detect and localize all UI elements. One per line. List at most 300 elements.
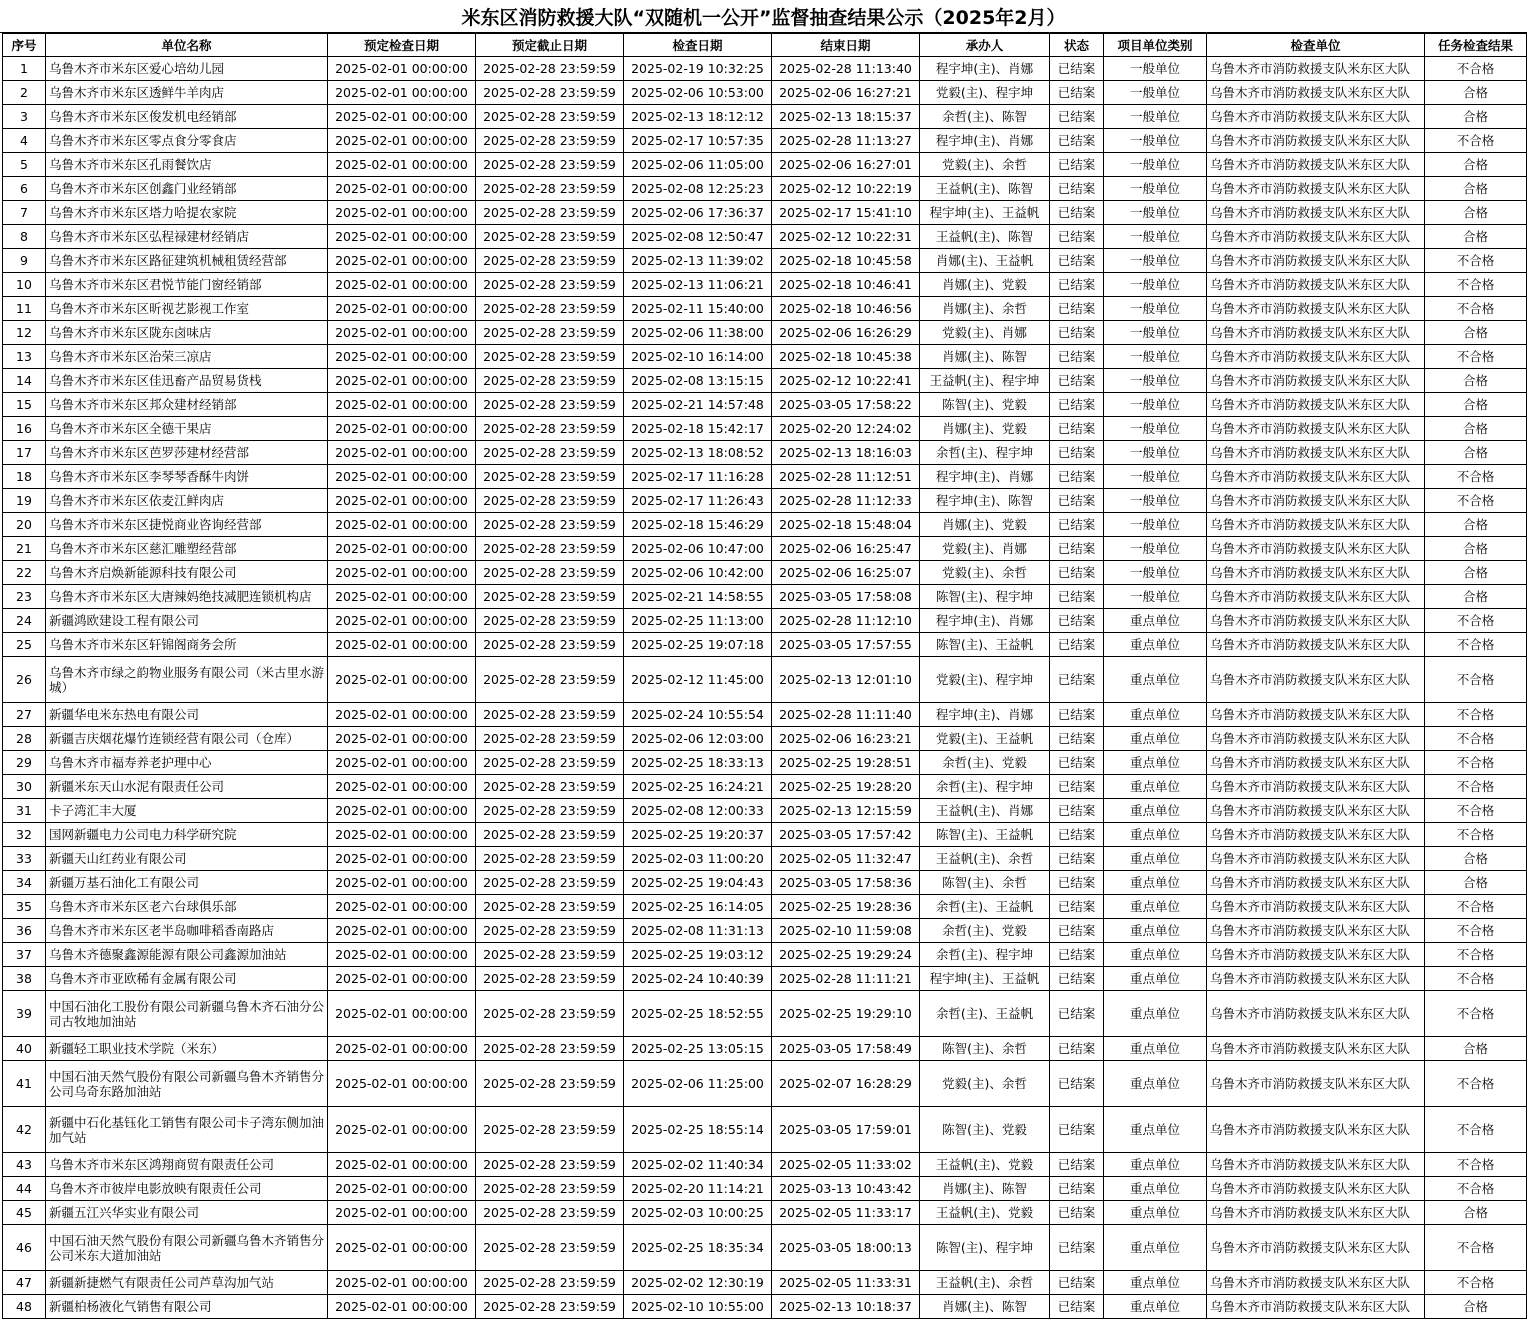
index-cell: 37 bbox=[3, 943, 46, 967]
table-row bbox=[3, 1153, 1527, 1177]
unit-category-cell: 一般单位 bbox=[1104, 345, 1207, 369]
planned-deadline-cell: 2025-02-28 23:59:59 bbox=[476, 393, 624, 417]
end-date-cell: 2025-02-17 15:41:10 bbox=[772, 201, 920, 225]
unit-category-cell: 一般单位 bbox=[1104, 513, 1207, 537]
end-date-cell: 2025-02-10 11:59:08 bbox=[772, 919, 920, 943]
unit-category-cell: 一般单位 bbox=[1104, 441, 1207, 465]
planned-start-cell: 2025-02-01 00:00:00 bbox=[328, 895, 476, 919]
status-cell: 已结案 bbox=[1050, 225, 1104, 249]
result-cell: 合格 bbox=[1425, 1201, 1527, 1225]
inspecting-unit-cell: 乌鲁木齐市消防救援支队米东区大队 bbox=[1207, 847, 1425, 871]
index-cell: 6 bbox=[3, 177, 46, 201]
unit-category-cell: 重点单位 bbox=[1104, 1107, 1207, 1153]
planned-start-cell: 2025-02-01 00:00:00 bbox=[328, 751, 476, 775]
planned-deadline-cell: 2025-02-28 23:59:59 bbox=[476, 273, 624, 297]
unit-category-cell: 一般单位 bbox=[1104, 153, 1207, 177]
unit-name-cell: 乌鲁木齐市米东区弘程禄建材经销店 bbox=[46, 225, 328, 249]
unit-name-cell: 中国石油化工股份有限公司新疆乌鲁木齐石油分公司古牧地加油站 bbox=[46, 991, 328, 1037]
planned-start-cell: 2025-02-01 00:00:00 bbox=[328, 249, 476, 273]
handler-cell: 党毅(主)、肖娜 bbox=[920, 321, 1050, 345]
planned-start-cell: 2025-02-01 00:00:00 bbox=[328, 177, 476, 201]
unit-name-cell: 乌鲁木齐市米东区李琴琴香酥牛肉饼 bbox=[46, 465, 328, 489]
handler-cell: 党毅(主)、余哲 bbox=[920, 153, 1050, 177]
planned-start-cell: 2025-02-01 00:00:00 bbox=[328, 465, 476, 489]
unit-name-cell: 中国石油天然气股份有限公司新疆乌鲁木齐销售分公司乌奇东路加油站 bbox=[46, 1061, 328, 1107]
end-date-cell: 2025-02-28 11:12:10 bbox=[772, 609, 920, 633]
unit-category-cell: 一般单位 bbox=[1104, 393, 1207, 417]
status-cell: 已结案 bbox=[1050, 657, 1104, 703]
inspecting-unit-cell: 乌鲁木齐市消防救援支队米东区大队 bbox=[1207, 369, 1425, 393]
handler-cell: 王益帆(主)、肖娜 bbox=[920, 799, 1050, 823]
result-cell: 不合格 bbox=[1425, 465, 1527, 489]
status-cell: 已结案 bbox=[1050, 703, 1104, 727]
status-cell: 已结案 bbox=[1050, 585, 1104, 609]
inspecting-unit-cell: 乌鲁木齐市消防救援支队米东区大队 bbox=[1207, 273, 1425, 297]
planned-start-cell: 2025-02-01 00:00:00 bbox=[328, 81, 476, 105]
handler-cell: 程宇坤(主)、肖娜 bbox=[920, 465, 1050, 489]
unit-name-cell: 乌鲁木齐市米东区治荣三凉店 bbox=[46, 345, 328, 369]
result-cell: 不合格 bbox=[1425, 1177, 1527, 1201]
end-date-cell: 2025-03-05 17:58:08 bbox=[772, 585, 920, 609]
planned-start-cell: 2025-02-01 00:00:00 bbox=[328, 489, 476, 513]
header-planned-deadline: 预定截止日期 bbox=[476, 34, 624, 57]
index-cell: 7 bbox=[3, 201, 46, 225]
planned-start-cell: 2025-02-01 00:00:00 bbox=[328, 703, 476, 727]
planned-deadline-cell: 2025-02-28 23:59:59 bbox=[476, 727, 624, 751]
handler-cell: 肖娜(主)、党毅 bbox=[920, 513, 1050, 537]
result-cell: 不合格 bbox=[1425, 967, 1527, 991]
handler-cell: 肖娜(主)、余哲 bbox=[920, 297, 1050, 321]
end-date-cell: 2025-02-05 11:33:31 bbox=[772, 1271, 920, 1295]
end-date-cell: 2025-03-05 17:57:42 bbox=[772, 823, 920, 847]
status-cell: 已结案 bbox=[1050, 513, 1104, 537]
table-body bbox=[3, 57, 1527, 1319]
unit-category-cell: 重点单位 bbox=[1104, 991, 1207, 1037]
inspection-date-cell: 2025-02-21 14:58:55 bbox=[624, 585, 772, 609]
status-cell: 已结案 bbox=[1050, 105, 1104, 129]
unit-name-cell: 乌鲁木齐市福寿养老护理中心 bbox=[46, 751, 328, 775]
planned-start-cell: 2025-02-01 00:00:00 bbox=[328, 1271, 476, 1295]
result-cell: 合格 bbox=[1425, 393, 1527, 417]
inspection-date-cell: 2025-02-08 12:25:23 bbox=[624, 177, 772, 201]
planned-deadline-cell: 2025-02-28 23:59:59 bbox=[476, 895, 624, 919]
result-cell: 不合格 bbox=[1425, 489, 1527, 513]
unit-name-cell: 乌鲁木齐市绿之韵物业服务有限公司（米古里水游城） bbox=[46, 657, 328, 703]
unit-name-cell: 新疆米东天山水泥有限责任公司 bbox=[46, 775, 328, 799]
handler-cell: 党毅(主)、程宇坤 bbox=[920, 657, 1050, 703]
index-cell: 3 bbox=[3, 105, 46, 129]
unit-category-cell: 一般单位 bbox=[1104, 585, 1207, 609]
handler-cell: 程宇坤(主)、肖娜 bbox=[920, 609, 1050, 633]
end-date-cell: 2025-02-07 16:28:29 bbox=[772, 1061, 920, 1107]
planned-start-cell: 2025-02-01 00:00:00 bbox=[328, 967, 476, 991]
end-date-cell: 2025-02-25 19:28:36 bbox=[772, 895, 920, 919]
unit-category-cell: 重点单位 bbox=[1104, 657, 1207, 703]
end-date-cell: 2025-02-18 10:45:58 bbox=[772, 249, 920, 273]
table-row bbox=[3, 417, 1527, 441]
planned-start-cell: 2025-02-01 00:00:00 bbox=[328, 991, 476, 1037]
result-cell: 合格 bbox=[1425, 1295, 1527, 1319]
table-row bbox=[3, 799, 1527, 823]
planned-start-cell: 2025-02-01 00:00:00 bbox=[328, 273, 476, 297]
planned-deadline-cell: 2025-02-28 23:59:59 bbox=[476, 919, 624, 943]
unit-category-cell: 重点单位 bbox=[1104, 799, 1207, 823]
status-cell: 已结案 bbox=[1050, 273, 1104, 297]
inspection-date-cell: 2025-02-06 12:03:00 bbox=[624, 727, 772, 751]
status-cell: 已结案 bbox=[1050, 177, 1104, 201]
status-cell: 已结案 bbox=[1050, 1201, 1104, 1225]
planned-start-cell: 2025-02-01 00:00:00 bbox=[328, 1153, 476, 1177]
inspecting-unit-cell: 乌鲁木齐市消防救援支队米东区大队 bbox=[1207, 417, 1425, 441]
planned-start-cell: 2025-02-01 00:00:00 bbox=[328, 1177, 476, 1201]
handler-cell: 肖娜(主)、陈智 bbox=[920, 1177, 1050, 1201]
index-cell: 14 bbox=[3, 369, 46, 393]
unit-category-cell: 一般单位 bbox=[1104, 273, 1207, 297]
unit-category-cell: 重点单位 bbox=[1104, 919, 1207, 943]
planned-start-cell: 2025-02-01 00:00:00 bbox=[328, 847, 476, 871]
status-cell: 已结案 bbox=[1050, 1037, 1104, 1061]
result-cell: 不合格 bbox=[1425, 727, 1527, 751]
result-cell: 不合格 bbox=[1425, 609, 1527, 633]
table-row bbox=[3, 1061, 1527, 1107]
inspection-date-cell: 2025-02-17 11:26:43 bbox=[624, 489, 772, 513]
inspecting-unit-cell: 乌鲁木齐市消防救援支队米东区大队 bbox=[1207, 871, 1425, 895]
end-date-cell: 2025-03-05 17:59:01 bbox=[772, 1107, 920, 1153]
result-cell: 合格 bbox=[1425, 441, 1527, 465]
index-cell: 27 bbox=[3, 703, 46, 727]
result-cell: 合格 bbox=[1425, 561, 1527, 585]
inspecting-unit-cell: 乌鲁木齐市消防救援支队米东区大队 bbox=[1207, 1225, 1425, 1271]
planned-deadline-cell: 2025-02-28 23:59:59 bbox=[476, 847, 624, 871]
end-date-cell: 2025-02-05 11:33:17 bbox=[772, 1201, 920, 1225]
unit-name-cell: 新疆柏杨液化气销售有限公司 bbox=[46, 1295, 328, 1319]
status-cell: 已结案 bbox=[1050, 489, 1104, 513]
end-date-cell: 2025-02-05 11:32:47 bbox=[772, 847, 920, 871]
end-date-cell: 2025-02-18 10:46:56 bbox=[772, 297, 920, 321]
sheet-title: 米东区消防救援大队“双随机一公开”监督抽查结果公示（2025年2月） bbox=[0, 0, 1527, 33]
handler-cell: 余哲(主)、陈智 bbox=[920, 105, 1050, 129]
planned-deadline-cell: 2025-02-28 23:59:59 bbox=[476, 585, 624, 609]
index-cell: 43 bbox=[3, 1153, 46, 1177]
unit-name-cell: 乌鲁木齐市米东区塔力哈提农家院 bbox=[46, 201, 328, 225]
table-row bbox=[3, 57, 1527, 81]
status-cell: 已结案 bbox=[1050, 345, 1104, 369]
handler-cell: 程宇坤(主)、肖娜 bbox=[920, 129, 1050, 153]
planned-start-cell: 2025-02-01 00:00:00 bbox=[328, 321, 476, 345]
results-table bbox=[2, 33, 1527, 1319]
planned-deadline-cell: 2025-02-28 23:59:59 bbox=[476, 871, 624, 895]
status-cell: 已结案 bbox=[1050, 1107, 1104, 1153]
table-row bbox=[3, 633, 1527, 657]
planned-deadline-cell: 2025-02-28 23:59:59 bbox=[476, 967, 624, 991]
inspecting-unit-cell: 乌鲁木齐市消防救援支队米东区大队 bbox=[1207, 225, 1425, 249]
planned-deadline-cell: 2025-02-28 23:59:59 bbox=[476, 513, 624, 537]
index-cell: 15 bbox=[3, 393, 46, 417]
index-cell: 35 bbox=[3, 895, 46, 919]
index-cell: 10 bbox=[3, 273, 46, 297]
handler-cell: 王益帆(主)、陈智 bbox=[920, 225, 1050, 249]
planned-deadline-cell: 2025-02-28 23:59:59 bbox=[476, 943, 624, 967]
inspecting-unit-cell: 乌鲁木齐市消防救援支队米东区大队 bbox=[1207, 633, 1425, 657]
result-cell: 不合格 bbox=[1425, 775, 1527, 799]
planned-deadline-cell: 2025-02-28 23:59:59 bbox=[476, 1107, 624, 1153]
index-cell: 32 bbox=[3, 823, 46, 847]
unit-name-cell: 新疆中石化基钰化工销售有限公司卡子湾东侧加油加气站 bbox=[46, 1107, 328, 1153]
planned-start-cell: 2025-02-01 00:00:00 bbox=[328, 57, 476, 81]
inspection-date-cell: 2025-02-08 12:00:33 bbox=[624, 799, 772, 823]
inspecting-unit-cell: 乌鲁木齐市消防救援支队米东区大队 bbox=[1207, 943, 1425, 967]
result-cell: 不合格 bbox=[1425, 1107, 1527, 1153]
index-cell: 38 bbox=[3, 967, 46, 991]
table-row bbox=[3, 369, 1527, 393]
result-cell: 不合格 bbox=[1425, 633, 1527, 657]
result-cell: 不合格 bbox=[1425, 943, 1527, 967]
status-cell: 已结案 bbox=[1050, 249, 1104, 273]
index-cell: 5 bbox=[3, 153, 46, 177]
unit-name-cell: 乌鲁木齐德聚鑫源能源有限公司鑫源加油站 bbox=[46, 943, 328, 967]
inspection-date-cell: 2025-02-08 13:15:15 bbox=[624, 369, 772, 393]
planned-start-cell: 2025-02-01 00:00:00 bbox=[328, 1037, 476, 1061]
index-cell: 16 bbox=[3, 417, 46, 441]
unit-category-cell: 一般单位 bbox=[1104, 129, 1207, 153]
result-cell: 合格 bbox=[1425, 369, 1527, 393]
unit-category-cell: 重点单位 bbox=[1104, 633, 1207, 657]
planned-start-cell: 2025-02-01 00:00:00 bbox=[328, 727, 476, 751]
planned-deadline-cell: 2025-02-28 23:59:59 bbox=[476, 537, 624, 561]
table-row bbox=[3, 967, 1527, 991]
handler-cell: 王益帆(主)、党毅 bbox=[920, 1201, 1050, 1225]
table-row bbox=[3, 513, 1527, 537]
unit-name-cell: 新疆吉庆烟花爆竹连锁经营有限公司（仓库） bbox=[46, 727, 328, 751]
end-date-cell: 2025-02-28 11:13:27 bbox=[772, 129, 920, 153]
inspecting-unit-cell: 乌鲁木齐市消防救援支队米东区大队 bbox=[1207, 81, 1425, 105]
inspecting-unit-cell: 乌鲁木齐市消防救援支队米东区大队 bbox=[1207, 153, 1425, 177]
result-cell: 不合格 bbox=[1425, 249, 1527, 273]
inspection-date-cell: 2025-02-02 11:40:34 bbox=[624, 1153, 772, 1177]
unit-category-cell: 重点单位 bbox=[1104, 943, 1207, 967]
unit-name-cell: 新疆轻工职业技术学院（米东） bbox=[46, 1037, 328, 1061]
table-row bbox=[3, 321, 1527, 345]
unit-category-cell: 重点单位 bbox=[1104, 1061, 1207, 1107]
planned-deadline-cell: 2025-02-28 23:59:59 bbox=[476, 297, 624, 321]
unit-category-cell: 重点单位 bbox=[1104, 1295, 1207, 1319]
planned-start-cell: 2025-02-01 00:00:00 bbox=[328, 633, 476, 657]
inspecting-unit-cell: 乌鲁木齐市消防救援支队米东区大队 bbox=[1207, 991, 1425, 1037]
unit-name-cell: 乌鲁木齐市米东区透鲜牛羊肉店 bbox=[46, 81, 328, 105]
status-cell: 已结案 bbox=[1050, 847, 1104, 871]
index-cell: 42 bbox=[3, 1107, 46, 1153]
table-row bbox=[3, 775, 1527, 799]
index-cell: 36 bbox=[3, 919, 46, 943]
index-cell: 8 bbox=[3, 225, 46, 249]
status-cell: 已结案 bbox=[1050, 609, 1104, 633]
inspecting-unit-cell: 乌鲁木齐市消防救援支队米东区大队 bbox=[1207, 1177, 1425, 1201]
unit-category-cell: 一般单位 bbox=[1104, 249, 1207, 273]
index-cell: 20 bbox=[3, 513, 46, 537]
end-date-cell: 2025-02-28 11:12:51 bbox=[772, 465, 920, 489]
inspecting-unit-cell: 乌鲁木齐市消防救援支队米东区大队 bbox=[1207, 297, 1425, 321]
planned-start-cell: 2025-02-01 00:00:00 bbox=[328, 441, 476, 465]
result-cell: 合格 bbox=[1425, 225, 1527, 249]
inspection-date-cell: 2025-02-06 11:05:00 bbox=[624, 153, 772, 177]
unit-name-cell: 乌鲁木齐市米东区陇东卤味店 bbox=[46, 321, 328, 345]
end-date-cell: 2025-02-28 11:13:40 bbox=[772, 57, 920, 81]
planned-start-cell: 2025-02-01 00:00:00 bbox=[328, 1201, 476, 1225]
unit-name-cell: 乌鲁木齐市米东区老半岛咖啡稻香南路店 bbox=[46, 919, 328, 943]
inspection-date-cell: 2025-02-21 14:57:48 bbox=[624, 393, 772, 417]
result-cell: 合格 bbox=[1425, 417, 1527, 441]
inspection-date-cell: 2025-02-18 15:46:29 bbox=[624, 513, 772, 537]
header-unit-category: 项目单位类别 bbox=[1104, 34, 1207, 57]
index-cell: 26 bbox=[3, 657, 46, 703]
end-date-cell: 2025-02-28 11:12:33 bbox=[772, 489, 920, 513]
handler-cell: 余哲(主)、程宇坤 bbox=[920, 943, 1050, 967]
planned-deadline-cell: 2025-02-28 23:59:59 bbox=[476, 417, 624, 441]
unit-name-cell: 乌鲁木齐市米东区捷悦商业咨询经营部 bbox=[46, 513, 328, 537]
planned-start-cell: 2025-02-01 00:00:00 bbox=[328, 1295, 476, 1319]
status-cell: 已结案 bbox=[1050, 1271, 1104, 1295]
handler-cell: 余哲(主)、程宇坤 bbox=[920, 775, 1050, 799]
status-cell: 已结案 bbox=[1050, 775, 1104, 799]
unit-category-cell: 重点单位 bbox=[1104, 609, 1207, 633]
result-cell: 合格 bbox=[1425, 201, 1527, 225]
inspecting-unit-cell: 乌鲁木齐市消防救援支队米东区大队 bbox=[1207, 657, 1425, 703]
planned-start-cell: 2025-02-01 00:00:00 bbox=[328, 871, 476, 895]
end-date-cell: 2025-02-20 12:24:02 bbox=[772, 417, 920, 441]
end-date-cell: 2025-02-05 11:33:02 bbox=[772, 1153, 920, 1177]
planned-start-cell: 2025-02-01 00:00:00 bbox=[328, 513, 476, 537]
inspecting-unit-cell: 乌鲁木齐市消防救援支队米东区大队 bbox=[1207, 1201, 1425, 1225]
inspecting-unit-cell: 乌鲁木齐市消防救援支队米东区大队 bbox=[1207, 1271, 1425, 1295]
planned-start-cell: 2025-02-01 00:00:00 bbox=[328, 919, 476, 943]
result-cell: 不合格 bbox=[1425, 273, 1527, 297]
result-cell: 合格 bbox=[1425, 81, 1527, 105]
unit-name-cell: 乌鲁木齐市米东区邦众建材经销部 bbox=[46, 393, 328, 417]
index-cell: 34 bbox=[3, 871, 46, 895]
inspection-date-cell: 2025-02-25 13:05:15 bbox=[624, 1037, 772, 1061]
result-cell: 合格 bbox=[1425, 177, 1527, 201]
table-row bbox=[3, 943, 1527, 967]
inspecting-unit-cell: 乌鲁木齐市消防救援支队米东区大队 bbox=[1207, 1153, 1425, 1177]
inspecting-unit-cell: 乌鲁木齐市消防救援支队米东区大队 bbox=[1207, 465, 1425, 489]
index-cell: 24 bbox=[3, 609, 46, 633]
table-row bbox=[3, 1201, 1527, 1225]
inspection-date-cell: 2025-02-13 18:12:12 bbox=[624, 105, 772, 129]
planned-deadline-cell: 2025-02-28 23:59:59 bbox=[476, 105, 624, 129]
handler-cell: 肖娜(主)、陈智 bbox=[920, 1295, 1050, 1319]
unit-name-cell: 乌鲁木齐市米东区大唐辣妈绝技减肥连锁机构店 bbox=[46, 585, 328, 609]
handler-cell: 陈智(主)、党毅 bbox=[920, 1107, 1050, 1153]
table-row bbox=[3, 1271, 1527, 1295]
planned-deadline-cell: 2025-02-28 23:59:59 bbox=[476, 369, 624, 393]
inspection-date-cell: 2025-02-19 10:32:25 bbox=[624, 57, 772, 81]
unit-name-cell: 乌鲁木齐市米东区爱心培幼儿园 bbox=[46, 57, 328, 81]
unit-category-cell: 一般单位 bbox=[1104, 105, 1207, 129]
inspecting-unit-cell: 乌鲁木齐市消防救援支队米东区大队 bbox=[1207, 393, 1425, 417]
inspection-date-cell: 2025-02-25 19:07:18 bbox=[624, 633, 772, 657]
end-date-cell: 2025-02-12 10:22:19 bbox=[772, 177, 920, 201]
status-cell: 已结案 bbox=[1050, 417, 1104, 441]
inspecting-unit-cell: 乌鲁木齐市消防救援支队米东区大队 bbox=[1207, 345, 1425, 369]
unit-name-cell: 新疆五江兴华实业有限公司 bbox=[46, 1201, 328, 1225]
handler-cell: 党毅(主)、肖娜 bbox=[920, 537, 1050, 561]
index-cell: 29 bbox=[3, 751, 46, 775]
unit-category-cell: 重点单位 bbox=[1104, 703, 1207, 727]
result-cell: 不合格 bbox=[1425, 129, 1527, 153]
inspection-date-cell: 2025-02-08 11:31:13 bbox=[624, 919, 772, 943]
unit-name-cell: 乌鲁木齐启焕新能源科技有限公司 bbox=[46, 561, 328, 585]
planned-start-cell: 2025-02-01 00:00:00 bbox=[328, 609, 476, 633]
index-cell: 44 bbox=[3, 1177, 46, 1201]
unit-category-cell: 重点单位 bbox=[1104, 967, 1207, 991]
status-cell: 已结案 bbox=[1050, 441, 1104, 465]
result-cell: 不合格 bbox=[1425, 703, 1527, 727]
planned-start-cell: 2025-02-01 00:00:00 bbox=[328, 1225, 476, 1271]
inspection-date-cell: 2025-02-06 10:47:00 bbox=[624, 537, 772, 561]
unit-category-cell: 重点单位 bbox=[1104, 1153, 1207, 1177]
header-index: 序号 bbox=[3, 34, 46, 57]
unit-name-cell: 新疆华电米东热电有限公司 bbox=[46, 703, 328, 727]
inspecting-unit-cell: 乌鲁木齐市消防救援支队米东区大队 bbox=[1207, 967, 1425, 991]
unit-name-cell: 乌鲁木齐市米东区零点食分零食店 bbox=[46, 129, 328, 153]
header-handler: 承办人 bbox=[920, 34, 1050, 57]
end-date-cell: 2025-02-25 19:29:10 bbox=[772, 991, 920, 1037]
status-cell: 已结案 bbox=[1050, 561, 1104, 585]
end-date-cell: 2025-02-06 16:26:29 bbox=[772, 321, 920, 345]
planned-start-cell: 2025-02-01 00:00:00 bbox=[328, 585, 476, 609]
status-cell: 已结案 bbox=[1050, 943, 1104, 967]
planned-deadline-cell: 2025-02-28 23:59:59 bbox=[476, 201, 624, 225]
end-date-cell: 2025-02-25 19:28:20 bbox=[772, 775, 920, 799]
end-date-cell: 2025-02-06 16:27:01 bbox=[772, 153, 920, 177]
handler-cell: 党毅(主)、余哲 bbox=[920, 561, 1050, 585]
index-cell: 17 bbox=[3, 441, 46, 465]
inspection-date-cell: 2025-02-25 19:03:12 bbox=[624, 943, 772, 967]
status-cell: 已结案 bbox=[1050, 895, 1104, 919]
end-date-cell: 2025-02-06 16:25:07 bbox=[772, 561, 920, 585]
planned-start-cell: 2025-02-01 00:00:00 bbox=[328, 345, 476, 369]
status-cell: 已结案 bbox=[1050, 537, 1104, 561]
unit-category-cell: 重点单位 bbox=[1104, 1225, 1207, 1271]
inspecting-unit-cell: 乌鲁木齐市消防救援支队米东区大队 bbox=[1207, 201, 1425, 225]
unit-category-cell: 重点单位 bbox=[1104, 1037, 1207, 1061]
planned-deadline-cell: 2025-02-28 23:59:59 bbox=[476, 1201, 624, 1225]
table-row bbox=[3, 1107, 1527, 1153]
handler-cell: 王益帆(主)、陈智 bbox=[920, 177, 1050, 201]
unit-category-cell: 重点单位 bbox=[1104, 1177, 1207, 1201]
inspecting-unit-cell: 乌鲁木齐市消防救援支队米东区大队 bbox=[1207, 537, 1425, 561]
status-cell: 已结案 bbox=[1050, 823, 1104, 847]
index-cell: 28 bbox=[3, 727, 46, 751]
end-date-cell: 2025-02-13 10:18:37 bbox=[772, 1295, 920, 1319]
inspecting-unit-cell: 乌鲁木齐市消防救援支队米东区大队 bbox=[1207, 919, 1425, 943]
handler-cell: 余哲(主)、党毅 bbox=[920, 919, 1050, 943]
planned-start-cell: 2025-02-01 00:00:00 bbox=[328, 1107, 476, 1153]
handler-cell: 陈智(主)、王益帆 bbox=[920, 823, 1050, 847]
inspection-date-cell: 2025-02-25 16:14:05 bbox=[624, 895, 772, 919]
handler-cell: 余哲(主)、党毅 bbox=[920, 751, 1050, 775]
unit-category-cell: 一般单位 bbox=[1104, 297, 1207, 321]
index-cell: 1 bbox=[3, 57, 46, 81]
unit-category-cell: 重点单位 bbox=[1104, 871, 1207, 895]
unit-name-cell: 乌鲁木齐市米东区老六台球俱乐部 bbox=[46, 895, 328, 919]
inspection-date-cell: 2025-02-25 16:24:21 bbox=[624, 775, 772, 799]
result-cell: 合格 bbox=[1425, 321, 1527, 345]
end-date-cell: 2025-03-05 17:57:55 bbox=[772, 633, 920, 657]
planned-deadline-cell: 2025-02-28 23:59:59 bbox=[476, 1153, 624, 1177]
unit-name-cell: 新疆天山红药业有限公司 bbox=[46, 847, 328, 871]
header-row bbox=[3, 34, 1527, 57]
